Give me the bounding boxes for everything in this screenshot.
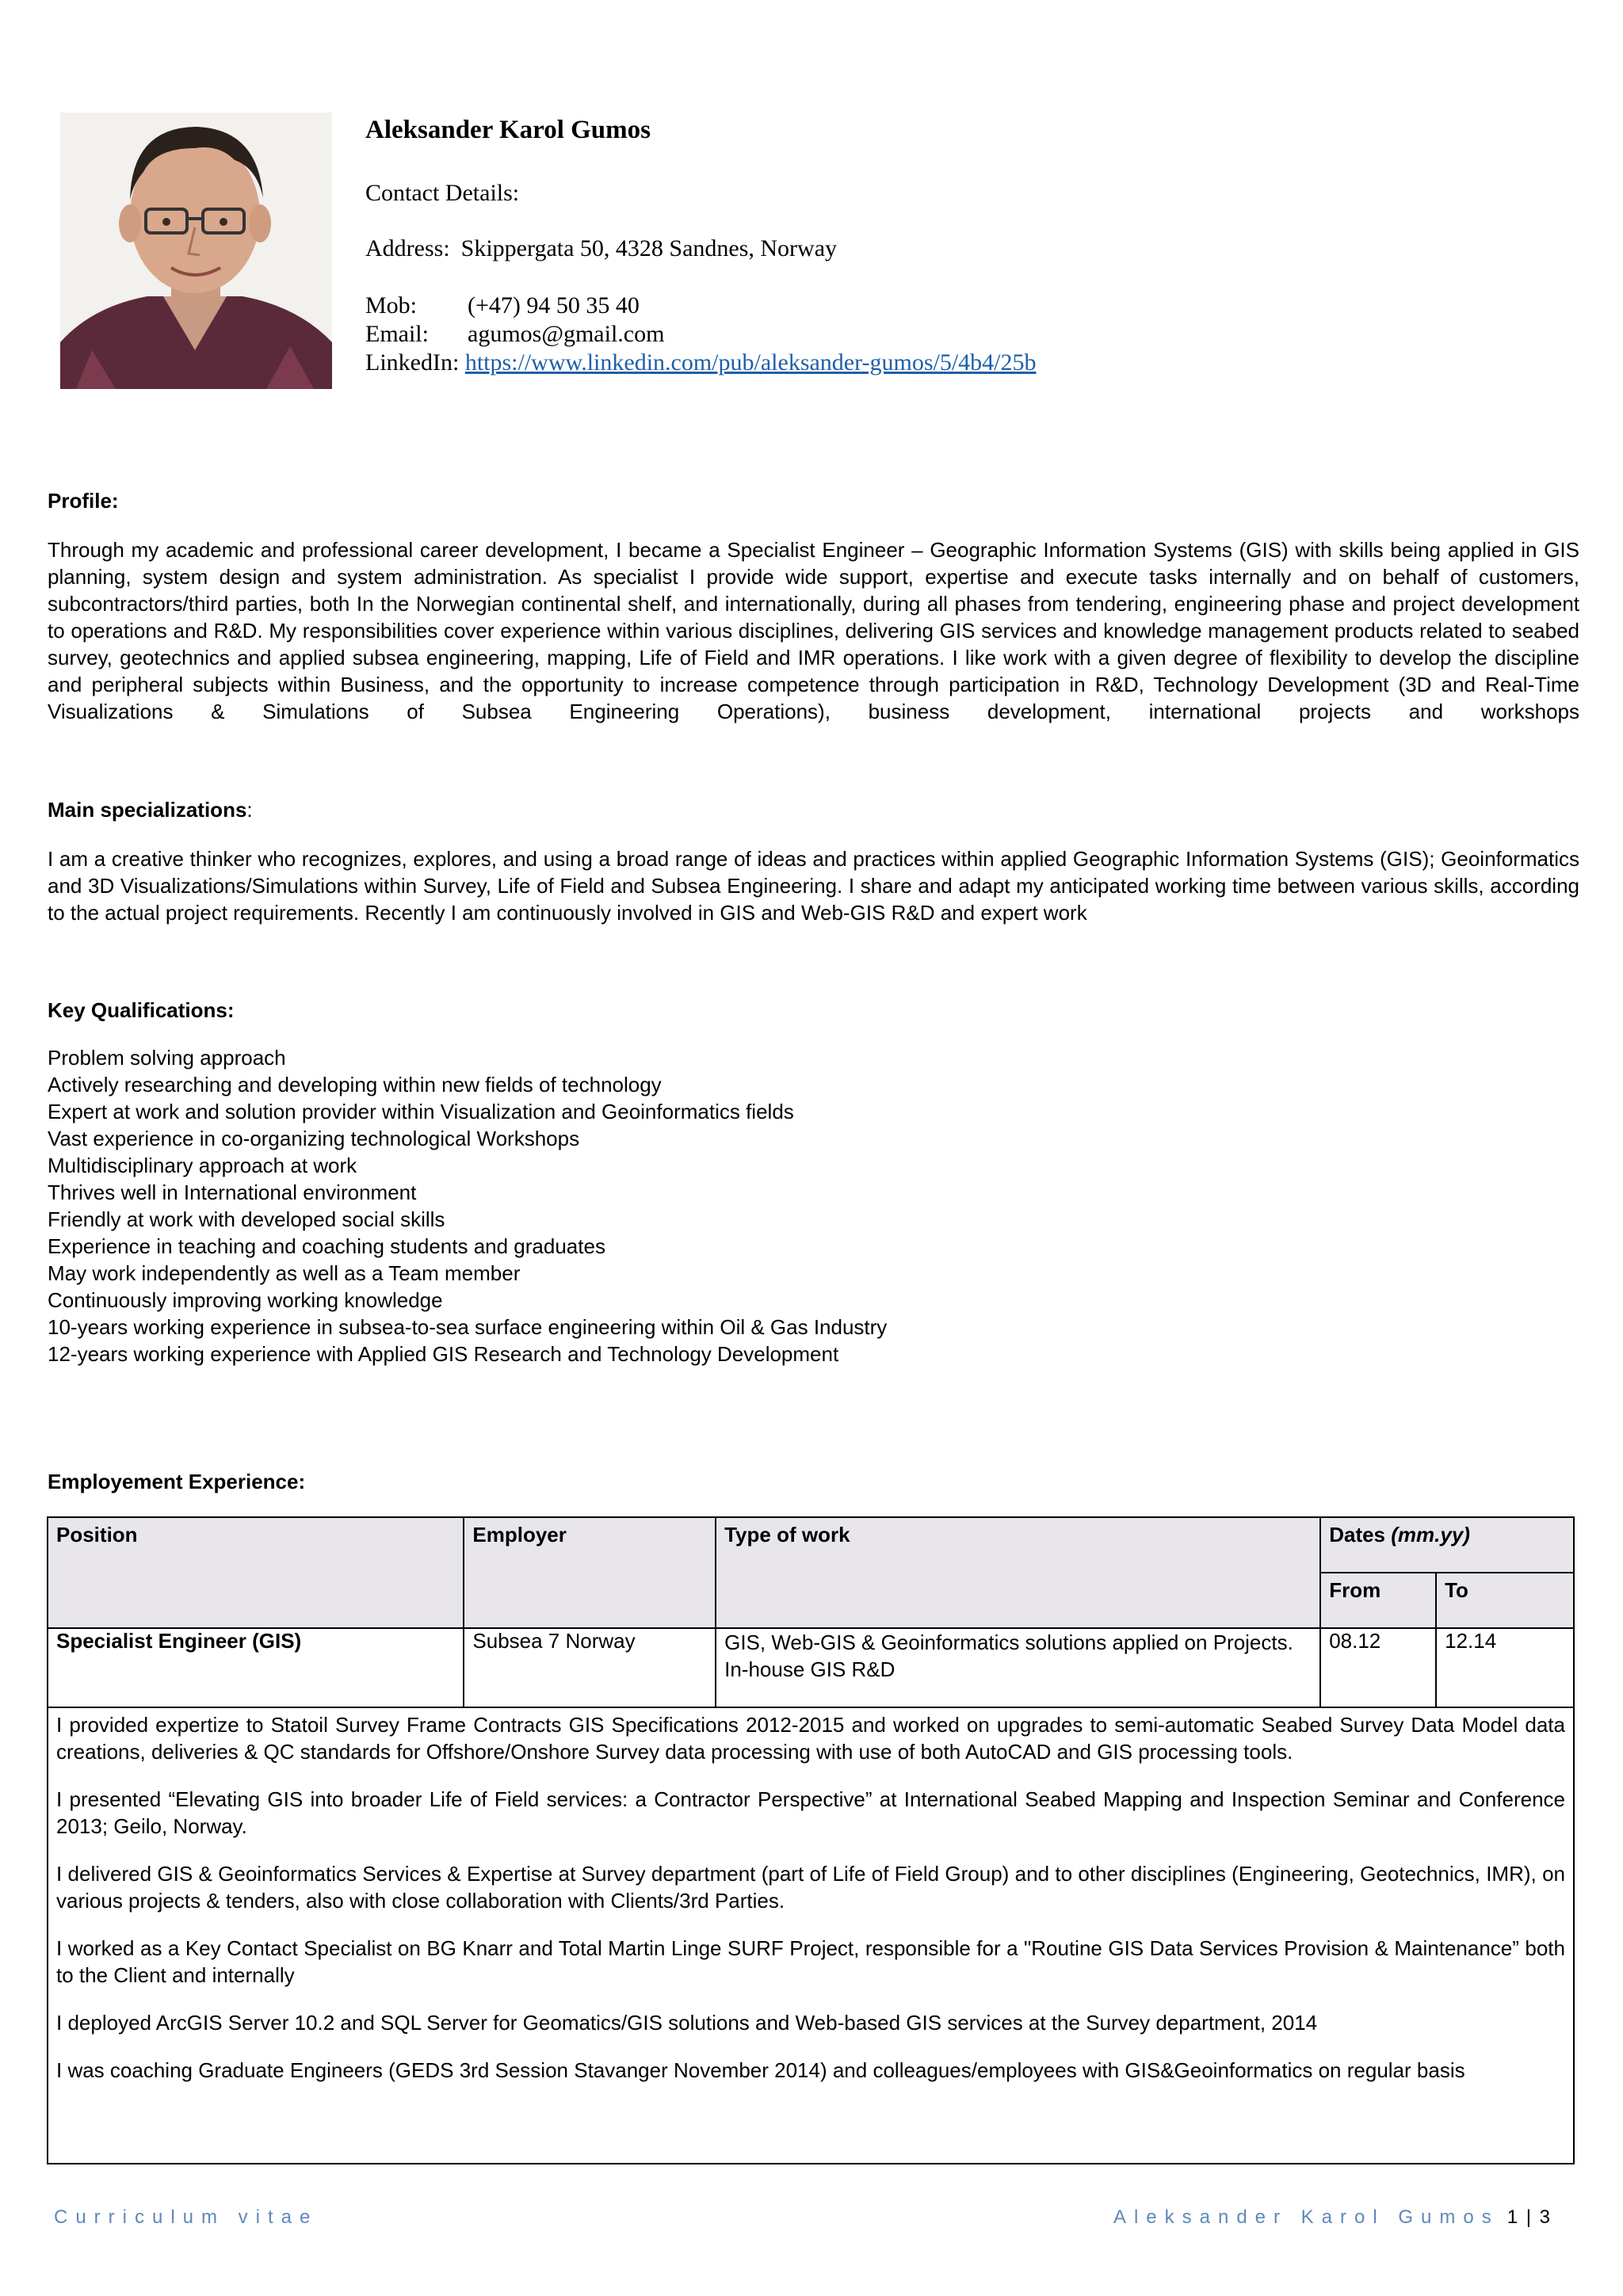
mobile-line bbox=[365, 292, 640, 320]
qualification-item: May work independently as well as a Team member bbox=[48, 1261, 521, 1285]
header-from: From bbox=[1320, 1573, 1436, 1628]
qualification-item: Friendly at work with developed social skills bbox=[48, 1207, 445, 1231]
mobile-label: Mob: bbox=[365, 292, 418, 318]
footer-author bbox=[1113, 2206, 1552, 2229]
email-line bbox=[365, 320, 664, 349]
row-from: 08.12 bbox=[1320, 1628, 1436, 1707]
qualification-item: Actively researching and developing within new fields of technology bbox=[48, 1073, 662, 1097]
qualifications-heading: Key Qualifications: bbox=[48, 998, 235, 1022]
row-details bbox=[48, 1707, 1574, 2164]
header-dates-format: (mm.yy) bbox=[1391, 1523, 1470, 1547]
qualifications-list bbox=[48, 1044, 887, 1367]
profile-photo bbox=[60, 113, 332, 389]
linkedin-label: LinkedIn: bbox=[365, 349, 460, 376]
footer-author-name: Aleksander Karol Gumos bbox=[1113, 2206, 1499, 2228]
email-label: Email: bbox=[365, 321, 429, 347]
row-to: 12.14 bbox=[1436, 1628, 1574, 1707]
linkedin-link[interactable]: https://www.linkedin.com/pub/aleksander-gumos/5/4b4/25b bbox=[464, 349, 1037, 376]
details-row bbox=[48, 1707, 1574, 2164]
linkedin-line bbox=[365, 349, 1037, 377]
contact-details-label: Contact Details: bbox=[365, 180, 520, 206]
detail-paragraph: I deployed ArcGIS Server 10.2 and SQL Server for Geomatics/GIS solutions and Web-based GIS services at the Survey department, 2014 bbox=[56, 2011, 1318, 2035]
specializations-text: I am a creative thinker who recognizes, explores, and using a broad range of ideas and practices within applied Geographic Information Systems (GIS); Geoinformatics and 3D Visualizations/Simulations within Survey, Life of Field and Subsea Engineering. I share and adapt my anticipated working time between various skills, according to the actual project requirements. Recently I am continuously involved in GIS and Web-GIS R&D and expert work bbox=[48, 847, 1579, 925]
header-position: Position bbox=[48, 1517, 464, 1628]
qualification-item: Thrives well in International environment bbox=[48, 1180, 417, 1204]
mobile-value: (+47) 94 50 35 40 bbox=[468, 292, 640, 318]
page-number: 1 | 3 bbox=[1507, 2206, 1552, 2228]
qualification-item: Vast experience in co-organizing technological Workshops bbox=[48, 1127, 580, 1150]
qualification-item: 12-years working experience with Applied GIS Research and Technology Development bbox=[48, 1342, 839, 1366]
employment-heading: Employement Experience: bbox=[48, 1470, 306, 1493]
qualification-item: Expert at work and solution provider within Visualization and Geoinformatics fields bbox=[48, 1100, 794, 1123]
header-type-of-work: Type of work bbox=[716, 1517, 1320, 1628]
header-employer: Employer bbox=[464, 1517, 716, 1628]
detail-paragraph: I presented “Elevating GIS into broader Life of Field services: a Contractor Perspective” at International Seabed Mapping and Inspection Seminar and Conference 2013; Geilo, Norway. bbox=[56, 1787, 1565, 1838]
detail-paragraph: I was coaching Graduate Engineers (GEDS 3rd Session Stavanger November 2014) and colleagues/employees with GIS&Geoinformatics on regular basis bbox=[56, 2058, 1465, 2082]
row-employer: Subsea 7 Norway bbox=[464, 1628, 716, 1707]
table-row bbox=[48, 1628, 1574, 1707]
specializations-colon: : bbox=[246, 798, 253, 822]
specializations-heading bbox=[48, 797, 253, 822]
address-value: Skippergata 50, 4328 Sandnes, Norway bbox=[460, 235, 838, 261]
detail-paragraph: I provided expertize to Statoil Survey Frame Contracts GIS Specifications 2012-2015 and worked on upgrades to semi-automatic Seabed Survey Data Model data creations, deliveries & QC standards for Offshore/Onshore Survey data processing with use of both AutoCAD and GIS processing tools. bbox=[56, 1713, 1565, 1764]
qualification-item: Experience in teaching and coaching students and graduates bbox=[48, 1234, 605, 1258]
profile-heading: Profile: bbox=[48, 489, 119, 513]
email-value[interactable]: agumos@gmail.com bbox=[468, 321, 665, 347]
qualification-item: 10-years working experience in subsea-to-sea surface engineering within Oil & Gas Industry bbox=[48, 1315, 888, 1339]
profile-text: Through my academic and professional career development, I became a Specialist Engineer – Geographic Information Systems (GIS) with skills being applied in GIS planning, system design and system administration. As specialist I provide wide support, expertise and execute tasks internally and on behalf of customers, subcontractors/third parties, both In the Norwegian continental shelf, and internationally, during all phases from tendering, engineering phase and project development to operations and R&D. My responsibilities cover experience within various disciplines, delivering GIS services and knowledge management products related to seabed survey, geotechnics and applied subsea engineering, mapping, Life of Field and IMR operations. I like work with a given degree of flexibility to develop the discipline and peripheral subjects within Business, and the opportunity to increase competence through participation in R&D, Technology Development (3D and Real-Time Visualizations & Simulations of Subsea Engineering Operations), business development, international projects and workshops bbox=[48, 538, 1579, 723]
header-dates-label: Dates bbox=[1329, 1523, 1386, 1547]
footer-document-type: Curriculum vitae bbox=[54, 2206, 319, 2228]
detail-paragraph: I delivered GIS & Geoinformatics Services & Expertise at Survey department (part of Life of Field Group) and to other disciplines (Engineering, Geotechnics, IMR), on various projects & tenders, also with close collaboration with Clients/3rd Parties. bbox=[56, 1862, 1565, 1913]
qualification-item: Continuously improving working knowledge bbox=[48, 1288, 443, 1312]
header-to: To bbox=[1436, 1573, 1574, 1628]
specializations-title: Main specializations bbox=[48, 798, 247, 822]
header-dates bbox=[1320, 1517, 1574, 1573]
employment-table bbox=[47, 1516, 1575, 2164]
address-label: Address: bbox=[365, 235, 450, 261]
portrait-image bbox=[60, 113, 332, 389]
qualification-item: Multidisciplinary approach at work bbox=[48, 1154, 357, 1177]
address-line bbox=[365, 235, 837, 263]
person-name: Aleksander Karol Gumos bbox=[365, 116, 651, 144]
qualification-item: Problem solving approach bbox=[48, 1046, 286, 1070]
row-type-of-work: GIS, Web-GIS & Geoinformatics solutions applied on Projects. In-house GIS R&D bbox=[716, 1628, 1320, 1707]
detail-paragraph: I worked as a Key Contact Specialist on BG Knarr and Total Martin Linge SURF Project, responsible for a "Routine GIS Data Services Provision & Maintenance” both to the Client and internally bbox=[56, 1936, 1565, 1987]
row-position: Specialist Engineer (GIS) bbox=[48, 1628, 464, 1707]
